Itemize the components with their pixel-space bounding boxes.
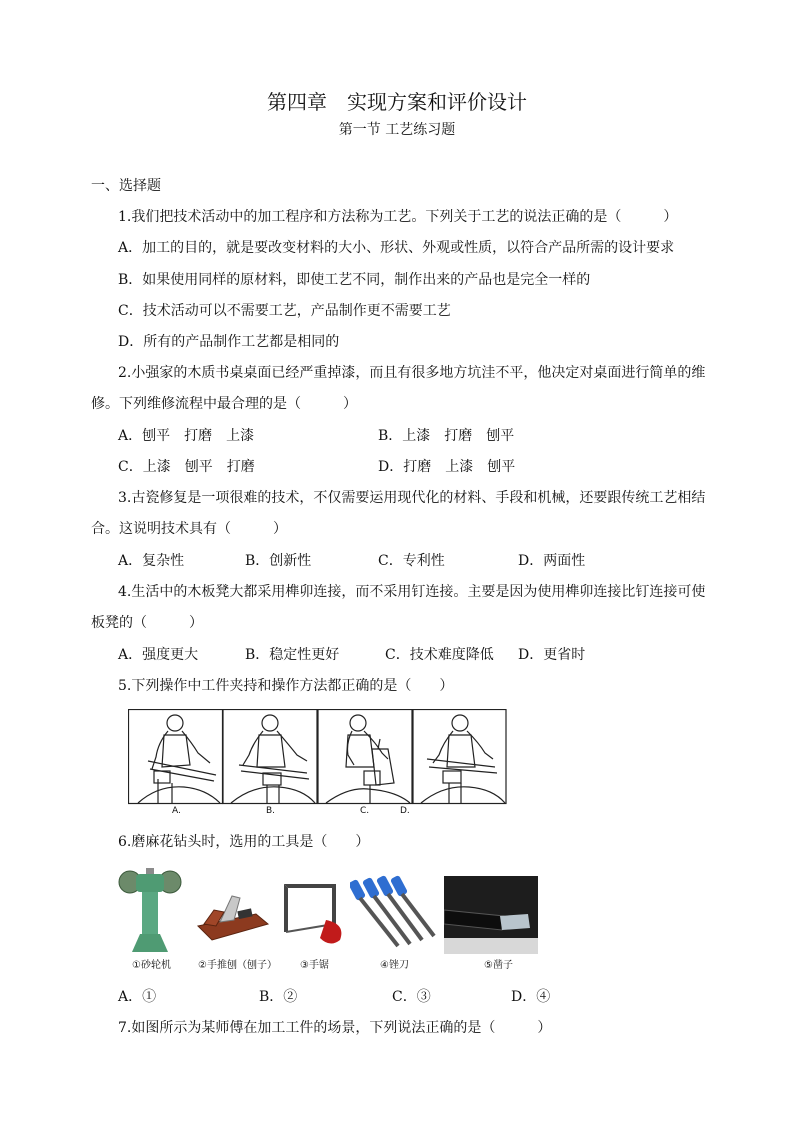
q1-option-c: C．技术活动可以不需要工艺，产品制作更不需要工艺: [118, 303, 451, 319]
q7-stem: 7.如图所示为某师傅在加工工件的场景，下列说法正确的是（ ）: [118, 1020, 552, 1036]
page-title: 第四章 实现方案和评价设计: [267, 90, 527, 114]
q5-caption-c: C.: [360, 806, 370, 816]
q4-option-a: A．强度更大: [118, 647, 199, 663]
page-subtitle: 第一节 工艺练习题: [338, 122, 456, 138]
hacksaw-icon: [274, 874, 348, 950]
q6-option-a: A．①: [118, 989, 157, 1005]
q6-option-d: D．④: [511, 989, 551, 1005]
tool-label-hacksaw: ③手锯: [300, 960, 329, 971]
q3-option-c: C．专利性: [378, 553, 445, 569]
q5-stem: 5.下列操作中工件夹持和操作方法都正确的是（ ）: [118, 678, 454, 694]
q3-stem-line1: 3.古瓷修复是一项很难的技术，不仅需要运用现代化的材料、手段和机械，还要跟传统工艺相结: [118, 490, 706, 506]
tool-label-file: ④锉刀: [380, 960, 409, 971]
section-label: 一、选择题: [91, 178, 161, 194]
q6-option-b: B．②: [259, 989, 298, 1005]
q2-stem-line1: 2.小强家的木质书桌桌面已经严重掉漆，而且有很多地方坑洼不平，他决定对桌面进行简单的维: [118, 365, 706, 381]
q2-option-a: A．刨平 打磨 上漆: [118, 428, 255, 444]
q6-figure: [118, 864, 548, 970]
hand-plane-icon: [194, 886, 272, 948]
tool-label-grinder: ①砂轮机: [132, 960, 171, 971]
q1-stem: 1.我们把技术活动中的加工程序和方法称为工艺。下列关于工艺的说法正确的是（ ）: [118, 209, 678, 225]
q3-stem-line2: 合。这说明技术具有（ ）: [91, 521, 287, 537]
q1-option-d: D．所有的产品制作工艺都是相同的: [118, 334, 340, 350]
q4-option-c: C．技术难度降低: [385, 647, 494, 663]
q1-option-b: B．如果使用同样的原材料，即使工艺不同，制作出来的产品也是完全一样的: [118, 272, 591, 288]
q2-option-b: B．上漆 打磨 刨平: [378, 428, 515, 444]
q2-stem-line2: 修。下列维修流程中最合理的是（ ）: [91, 396, 357, 412]
q5-figure: [128, 709, 507, 817]
file-icon: [350, 874, 440, 952]
chisel-icon: [444, 876, 538, 954]
q3-option-d: D．两面性: [518, 553, 586, 569]
q2-option-c: C．上漆 刨平 打磨: [118, 459, 255, 475]
tool-label-chisel: ⑤凿子: [484, 960, 513, 971]
q5-caption-a: A.: [172, 806, 181, 816]
grinder-icon: [118, 868, 182, 952]
q4-option-b: B．稳定性更好: [245, 647, 340, 663]
q6-option-c: C．③: [392, 989, 431, 1005]
q6-stem: 6.磨麻花钻头时，选用的工具是（ ）: [118, 834, 370, 850]
q3-option-b: B．创新性: [245, 553, 312, 569]
sawing-illustrations: [128, 709, 507, 817]
q4-stem-line1: 4.生活中的木板凳大都采用榫卯连接，而不采用钉连接。主要是因为使用榫卯连接比钉连接可使: [118, 584, 706, 600]
q5-caption-b: B.: [266, 806, 276, 816]
q4-option-d: D．更省时: [518, 647, 586, 663]
q5-caption-d: D.: [400, 806, 410, 816]
q4-stem-line2: 板凳的（ ）: [91, 615, 203, 631]
tool-label-plane: ②手推刨（刨子）: [198, 960, 277, 971]
q3-option-a: A．复杂性: [118, 553, 185, 569]
q2-option-d: D．打磨 上漆 刨平: [378, 459, 516, 475]
q1-option-a: A．加工的目的，就是要改变材料的大小、形状、外观或性质，以符合产品所需的设计要求: [118, 240, 675, 256]
